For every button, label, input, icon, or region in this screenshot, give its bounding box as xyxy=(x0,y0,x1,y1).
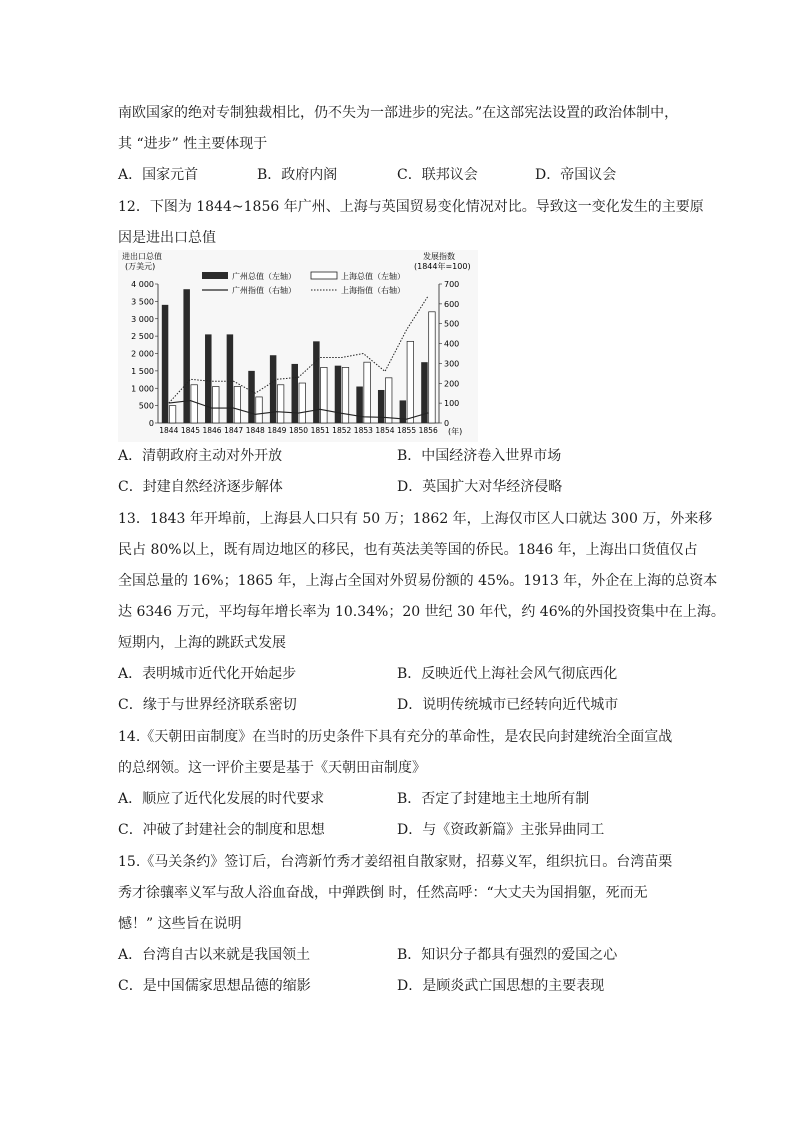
q15-line-1: 15.《马关条约》签订后，台湾新竹秀才姜绍祖自散家财，招募义军，组织抗日。台湾苗栗 xyxy=(118,854,673,870)
left-tick-label: 2 000 xyxy=(131,349,154,359)
q12-line-2: 因是进出口总值 xyxy=(118,230,216,246)
x-tick-label: 1854 xyxy=(375,426,395,435)
q15-option-a[interactable]: A．台湾自古以来就是我国领土 xyxy=(118,947,311,963)
bar-shanghai-total xyxy=(364,362,371,423)
right-tick-label: 400 xyxy=(444,339,460,349)
bar-guangzhou-total xyxy=(356,387,363,423)
x-tick-label: 1848 xyxy=(245,426,265,435)
x-tick-label: 1850 xyxy=(288,426,309,435)
q14-option-d[interactable]: D．与《资政新篇》主张异曲同工 xyxy=(397,822,605,838)
x-tick-label: 1845 xyxy=(180,426,200,435)
q15-option-d[interactable]: D．是顾炎武亡国思想的主要表现 xyxy=(397,978,605,994)
q11-line-2: 其 “进步” 性主要体现于 xyxy=(118,136,268,152)
q15-option-b[interactable]: B．知识分子都具有强烈的爱国之心 xyxy=(397,947,618,963)
bar-shanghai-total xyxy=(277,385,284,423)
left-tick-label: 2 500 xyxy=(131,332,154,342)
bar-shanghai-total xyxy=(429,312,436,423)
q12-option-d[interactable]: D．英国扩大对华经济侵略 xyxy=(397,479,563,495)
bar-shanghai-total xyxy=(407,341,414,423)
q14-option-b[interactable]: B．否定了封建地主土地所有制 xyxy=(397,791,590,807)
bar-shanghai-total xyxy=(169,406,176,423)
q12-option-c[interactable]: C．封建自然经济逐步解体 xyxy=(118,479,283,495)
bar-guangzhou-total xyxy=(227,334,234,423)
right-tick-label: 100 xyxy=(444,399,460,409)
right-tick-label: 700 xyxy=(444,280,460,289)
bar-shanghai-total xyxy=(213,387,220,423)
left-tick-label: 500 xyxy=(138,401,154,411)
x-tick-label: 1846 xyxy=(202,426,222,435)
q13-option-d[interactable]: D．说明传统城市已经转向近代城市 xyxy=(397,697,619,713)
q13-option-c[interactable]: C．缘于与世界经济联系密切 xyxy=(118,697,297,713)
bar-guangzhou-total xyxy=(183,289,190,423)
bar-guangzhou-total xyxy=(292,364,299,423)
right-tick-label: 600 xyxy=(444,299,460,309)
left-axis-title-1: 进出口总值 xyxy=(122,252,162,261)
q11-line-1: 南欧国家的绝对专制独裁相比，仍不失为一部进步的宪法。”在这部宪法设置的政治体制中， xyxy=(118,105,679,121)
q14-option-a[interactable]: A．顺应了近代化发展的时代要求 xyxy=(118,791,325,807)
bar-guangzhou-total xyxy=(162,305,169,423)
left-tick-label: 4 000 xyxy=(131,280,154,289)
q15-line-3: 憾！” 这些旨在说明 xyxy=(118,916,242,932)
trade-chart-svg xyxy=(118,250,478,442)
x-tick-label: 1847 xyxy=(224,426,244,435)
right-tick-label: 500 xyxy=(444,319,460,329)
bar-shanghai-total xyxy=(299,383,306,423)
q15-line-2: 秀才徐骧率义军与敌人浴血奋战，中弹跌倒 时，任然高呼：“大丈夫为国捐躯，死而无 xyxy=(118,885,648,901)
legend-gz-index: 广州指值（右轴） xyxy=(232,286,296,295)
x-tick-label: 1853 xyxy=(353,426,373,435)
bar-guangzhou-total xyxy=(335,366,342,423)
right-tick-label: 300 xyxy=(444,359,460,369)
q13-option-a[interactable]: A．表明城市近代化开始起步 xyxy=(118,666,297,682)
right-axis-title-2: (1844年=100) xyxy=(414,262,471,271)
bar-shanghai-total xyxy=(256,397,263,423)
left-tick-label: 1 000 xyxy=(131,384,154,394)
q12-option-a[interactable]: A．清朝政府主动对外开放 xyxy=(118,448,283,464)
x-tick-label: 1851 xyxy=(310,426,330,435)
bar-guangzhou-total xyxy=(205,334,212,423)
left-axis-title-2: (万美元) xyxy=(125,262,156,271)
x-tick-label: 1852 xyxy=(332,426,352,435)
left-tick-label: 3 500 xyxy=(131,297,154,307)
bar-guangzhou-total xyxy=(378,390,385,423)
q13-line-3: 全国总量的 16%；1865 年，上海占全国对外贸易份额的 45%。1913 年，外企在上海的总资本 xyxy=(118,573,718,589)
x-axis-unit: (年) xyxy=(448,427,463,436)
legend-gz-total: 广州总值（左轴） xyxy=(232,272,296,281)
q13-line-1: 13．1843 年开埠前，上海县人口只有 50 万；1862 年，上海仅市区人口就达 300 万，外来移 xyxy=(118,511,713,527)
x-tick-label: 1849 xyxy=(267,426,287,435)
q13-line-4: 达 6346 万元，平均每年增长率为 10.34%；20 世纪 30 年代，约 46%的外国投资集中在上海。 xyxy=(118,604,725,620)
bar-shanghai-total xyxy=(191,385,198,423)
legend-sh-total: 上海总值（左轴） xyxy=(341,272,405,281)
q14-line-1: 14.《天朝田亩制度》在当时的历史条件下具有充分的革命性，是农民向封建统治全面宣战 xyxy=(118,729,673,745)
right-tick-label: 200 xyxy=(444,379,460,389)
trade-chart xyxy=(118,250,478,442)
x-tick-label: 1856 xyxy=(418,426,438,435)
q13-line-2: 民占 80%以上，既有周边地区的移民，也有英法美等国的侨民。1846 年，上海出口货值仅占 xyxy=(118,542,698,558)
right-axis-title-1: 发展指数 xyxy=(423,252,455,261)
x-tick-label: 1844 xyxy=(159,426,179,435)
q13-line-5: 短期内，上海的跳跃式发展 xyxy=(118,635,286,651)
q11-option-d[interactable]: D．帝国议会 xyxy=(535,167,617,183)
legend-swatch-sh-total xyxy=(311,272,337,279)
q12-line-1: 12．下图为 1844~1856 年广州、上海与英国贸易变化情况对比。导致这一变化发生的主要原 xyxy=(118,199,704,215)
bar-shanghai-total xyxy=(321,367,328,423)
legend-sh-index: 上海指值（右轴） xyxy=(341,286,405,295)
bar-guangzhou-total xyxy=(248,371,255,423)
q12-option-b[interactable]: B．中国经济卷入世界市场 xyxy=(397,448,562,464)
left-tick-label: 1 500 xyxy=(131,366,154,376)
legend-swatch-gz-total xyxy=(202,272,228,279)
q14-line-2: 的总纲领。这一评价主要是基于《天朝田亩制度》 xyxy=(118,760,426,776)
bar-shanghai-total xyxy=(234,387,241,423)
q14-option-c[interactable]: C．冲破了封建社会的制度和思想 xyxy=(118,822,325,838)
left-tick-label: 0 xyxy=(148,419,154,428)
bar-shanghai-total xyxy=(385,378,392,423)
q11-option-a[interactable]: A．国家元首 xyxy=(118,167,199,183)
q13-option-b[interactable]: B．反映近代上海社会风气彻底西化 xyxy=(397,666,618,682)
left-tick-label: 3 000 xyxy=(131,314,154,324)
right-tick-label: 0 xyxy=(444,419,450,428)
q11-option-c[interactable]: C．联邦议会 xyxy=(397,167,478,183)
q15-option-c[interactable]: C．是中国儒家思想品德的缩影 xyxy=(118,978,311,994)
x-tick-label: 1855 xyxy=(397,426,417,435)
q11-option-b[interactable]: B．政府内阁 xyxy=(257,167,338,183)
